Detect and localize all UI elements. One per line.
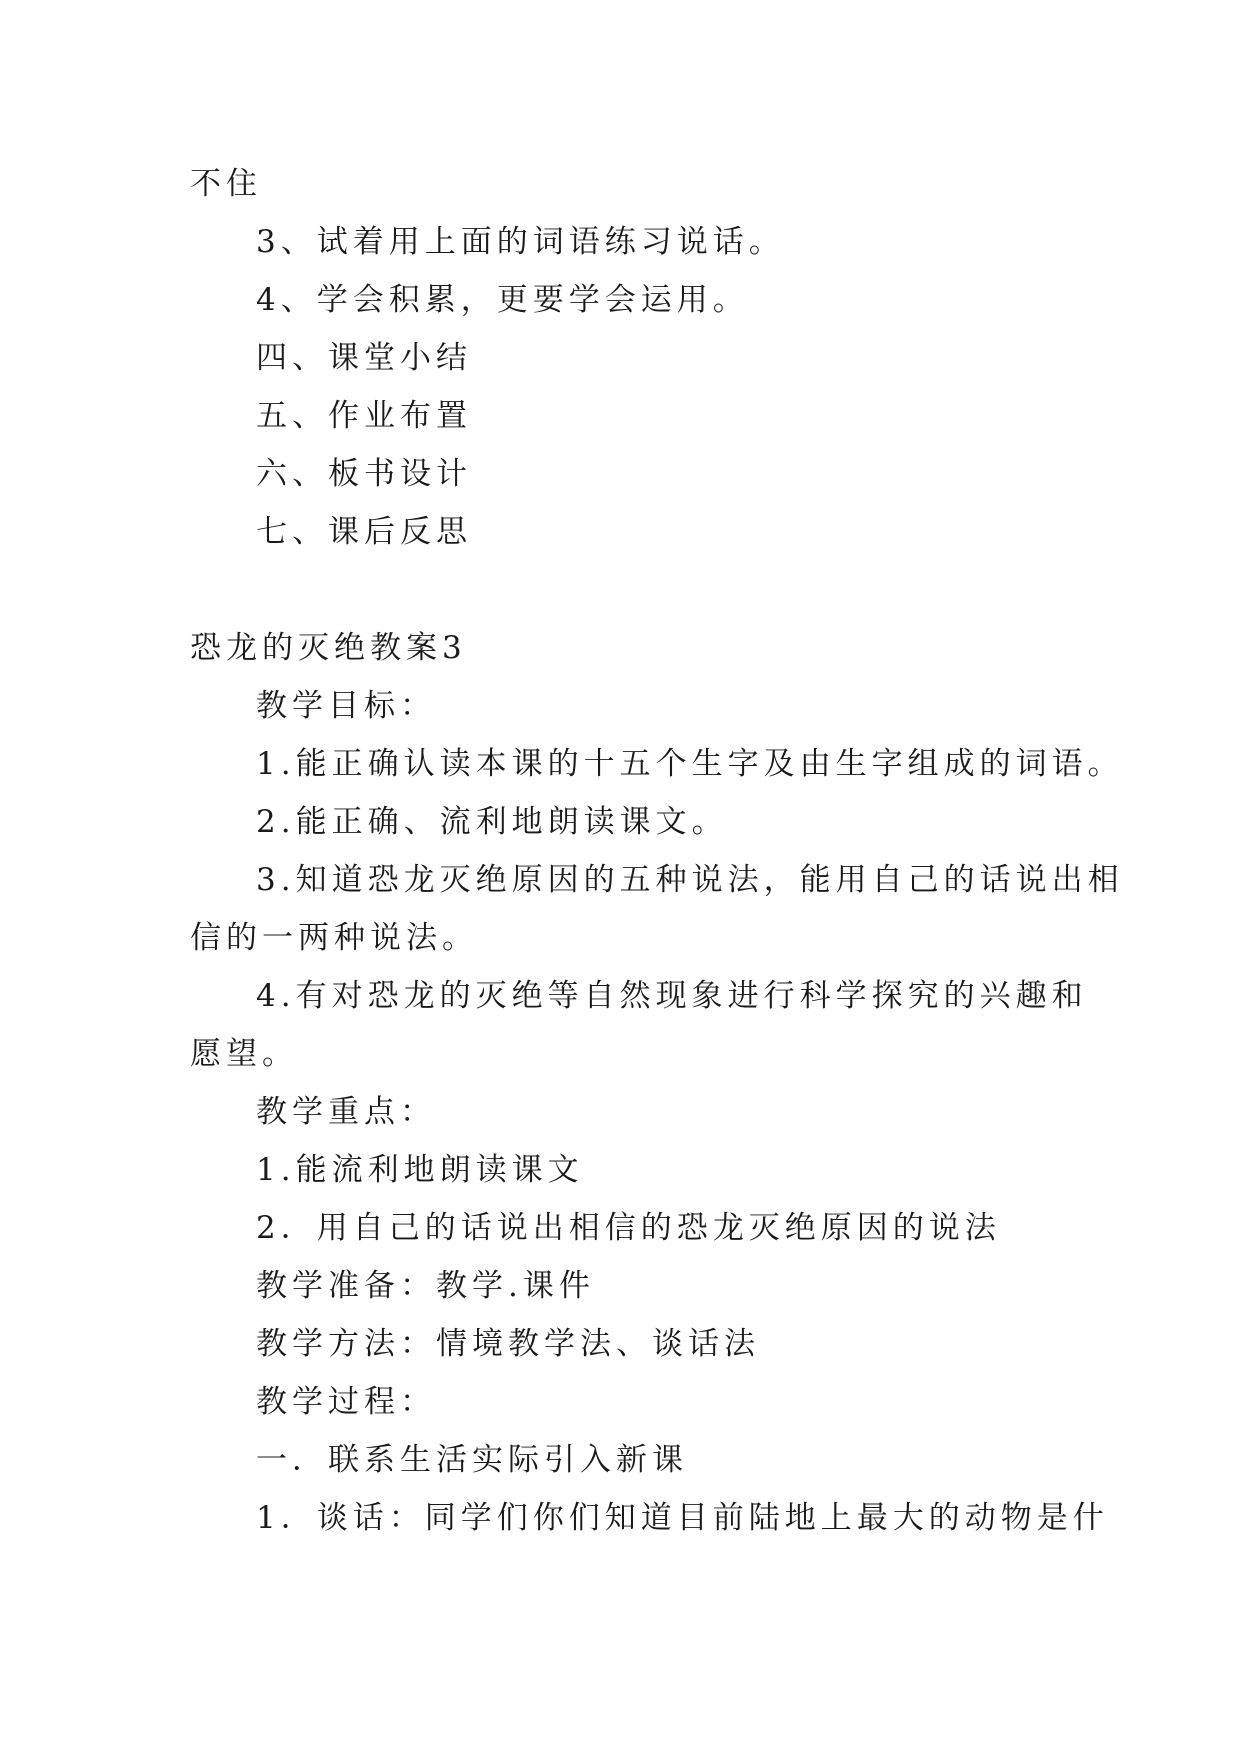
- section-heading: 一．联系生活实际引入新课: [256, 1442, 688, 1478]
- text-line: 3、试着用上面的词语练习说话。: [256, 224, 785, 260]
- section-heading: 六、板书设计: [256, 456, 472, 492]
- document-title: 恐龙的灭绝教案3: [190, 630, 467, 666]
- text-line: 愿望。: [190, 1036, 298, 1072]
- text-line: 教学目标：: [256, 688, 436, 724]
- text-line: 不住: [190, 166, 262, 202]
- text-line: 3.知道恐龙灭绝原因的五种说法，能用自己的话说出相: [256, 862, 1124, 898]
- section-heading: 七、课后反思: [256, 514, 472, 550]
- text-line: 2．用自己的话说出相信的恐龙灭绝原因的说法: [256, 1210, 1001, 1246]
- text-line: 教学重点：: [256, 1094, 436, 1130]
- text-line: 1.能正确认读本课的十五个生字及由生字组成的词语。: [256, 746, 1124, 782]
- section-heading: 五、作业布置: [256, 398, 472, 434]
- text-line: 信的一两种说法。: [190, 920, 478, 956]
- text-line: 1．谈话：同学们你们知道目前陆地上最大的动物是什: [256, 1500, 1109, 1536]
- text-line: 4.有对恐龙的灭绝等自然现象进行科学探究的兴趣和: [256, 978, 1088, 1014]
- text-line: 教学准备：教学.课件: [256, 1268, 595, 1304]
- text-line: 教学方法：情境教学法、谈话法: [256, 1326, 760, 1362]
- text-line: 教学过程：: [256, 1384, 436, 1420]
- text-line: 2.能正确、流利地朗读课文。: [256, 804, 728, 840]
- text-line: 4、学会积累，更要学会运用。: [256, 282, 749, 318]
- section-heading: 四、课堂小结: [256, 340, 472, 376]
- text-line: 1.能流利地朗读课文: [256, 1152, 584, 1188]
